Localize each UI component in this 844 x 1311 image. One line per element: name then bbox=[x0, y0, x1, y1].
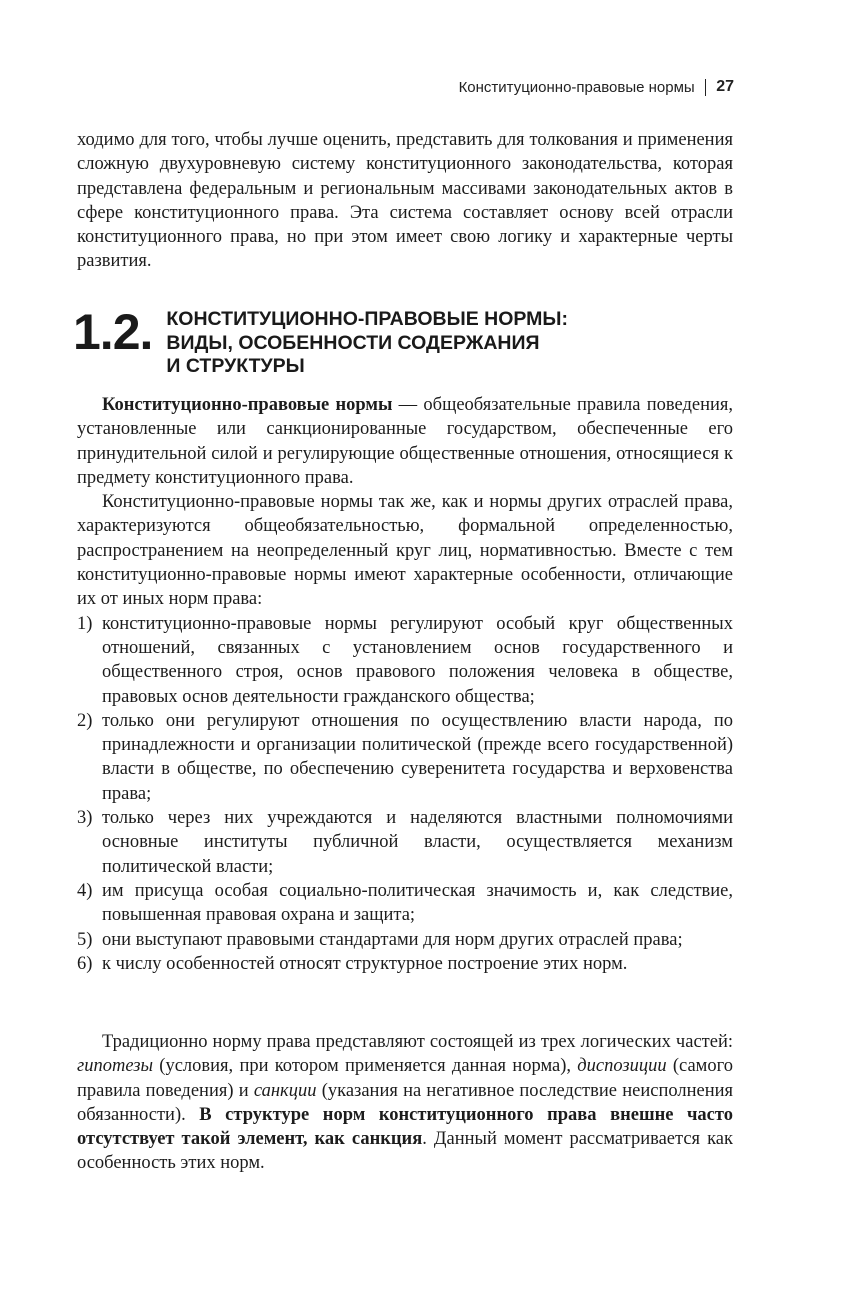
main-text bbox=[77, 393, 733, 976]
list-item bbox=[77, 879, 733, 928]
closing-text: (указания на негативное последствие неисполнения обязанности). bbox=[77, 1080, 734, 1125]
list-item-text: им присуща особая социально-политическая значимость и, как следствие, повышенная правовая охрана и защита; bbox=[102, 880, 733, 926]
list-item-text: они выступают правовыми стандартами для норм других отраслей права; bbox=[102, 929, 683, 950]
term-disposition: диспозиции bbox=[577, 1056, 667, 1077]
list-marker: 4) bbox=[77, 880, 93, 901]
defined-term: Конституционно-правовые нормы bbox=[102, 395, 393, 415]
features-intro-paragraph: Конституционно-правовые нормы так же, как и нормы других отраслей права, характеризуются общеобязательностью, формальной определенностью, распространением на неопределенный круг лиц, нормативностью. Вместе с тем конституционно-правовые нормы имеют характерные особенности, отличающие их от иных норм права: bbox=[77, 492, 733, 610]
running-title: Конституционно-правовые нормы bbox=[458, 78, 695, 96]
closing-paragraph-block bbox=[77, 1030, 733, 1176]
section-heading bbox=[73, 301, 568, 379]
section-title-line: И СТРУКТУРЫ bbox=[166, 355, 305, 377]
intro-paragraph-block bbox=[77, 128, 733, 274]
list-item-text: конституционно-правовые нормы регулируют особый круг общественных отношений, связанных с установлением основ государственного и общественного строя, основ правового положения человека в обществе, правовых основ деятельности гражданского общества; bbox=[102, 613, 733, 707]
list-marker: 6) bbox=[77, 953, 93, 974]
header-divider bbox=[705, 79, 707, 96]
list-item bbox=[77, 928, 733, 952]
list-marker: 1) bbox=[77, 613, 93, 634]
closing-text: (самого правила поведения) и bbox=[77, 1056, 733, 1101]
closing-paragraph bbox=[77, 1030, 733, 1176]
list-marker: 3) bbox=[77, 808, 93, 829]
list-item bbox=[77, 612, 733, 709]
list-item bbox=[77, 709, 733, 806]
term-hypothesis: гипотезы bbox=[77, 1056, 154, 1077]
list-item-text: только они регулируют отношения по осуществлению власти народа, по принадлежности и организации политической (прежде всего государственной) власти в обществе, по обеспечению суверенитета государства и верховенства права; bbox=[102, 710, 733, 804]
closing-text: Традиционно норму права представляют состоящей из трех логических частей: bbox=[102, 1032, 733, 1052]
running-header bbox=[459, 78, 734, 96]
list-item bbox=[77, 806, 733, 879]
section-title bbox=[166, 308, 568, 379]
closing-text: (условия, при котором применяется данная норма), bbox=[153, 1056, 578, 1077]
page-number: 27 bbox=[716, 78, 734, 95]
intro-paragraph: ходимо для того, чтобы лучше оценить, представить для толкования и применения сложную двухуровневую систему конституционного законодательства, которая представлена федеральным и региональным массивами законодательных актов в сфере конституционного права. Эта система составляет основу всей отрасли конституционного права, но при этом имеет свою логику и характерные черты развития. bbox=[77, 130, 733, 272]
closing-text: . Данный момент рассматривается как особенность этих норм. bbox=[77, 1129, 733, 1174]
list-item-text: только через них учреждаются и наделяются властными полномочиями основные институты публичной власти, осуществляется механизм политической власти; bbox=[102, 808, 733, 877]
list-item-text: к числу особенностей относят структурное построение этих норм. bbox=[102, 953, 628, 974]
definition-text: — общеобязательные правила поведения, установленные или санкционированные государством, обеспеченные его принудительной силой и регулирующие общественные отношения, относящиеся к предмету конституционного права. bbox=[77, 395, 733, 488]
list-marker: 5) bbox=[77, 929, 93, 950]
term-sanction: санкции bbox=[253, 1080, 317, 1101]
features-list bbox=[77, 612, 733, 976]
list-marker: 2) bbox=[77, 710, 93, 731]
section-title-line: ВИДЫ, ОСОБЕННОСТИ СОДЕРЖАНИЯ bbox=[166, 331, 540, 354]
section-number: 1.2. bbox=[73, 304, 153, 360]
section-title-line: КОНСТИТУЦИОННО-ПРАВОВЫЕ НОРМЫ: bbox=[166, 308, 568, 330]
definition-paragraph bbox=[77, 393, 733, 490]
list-item bbox=[77, 952, 733, 976]
emphasis-statement: В структуре норм конституционного права внешне часто отсутствует такой элемент, как санкция bbox=[77, 1104, 733, 1150]
